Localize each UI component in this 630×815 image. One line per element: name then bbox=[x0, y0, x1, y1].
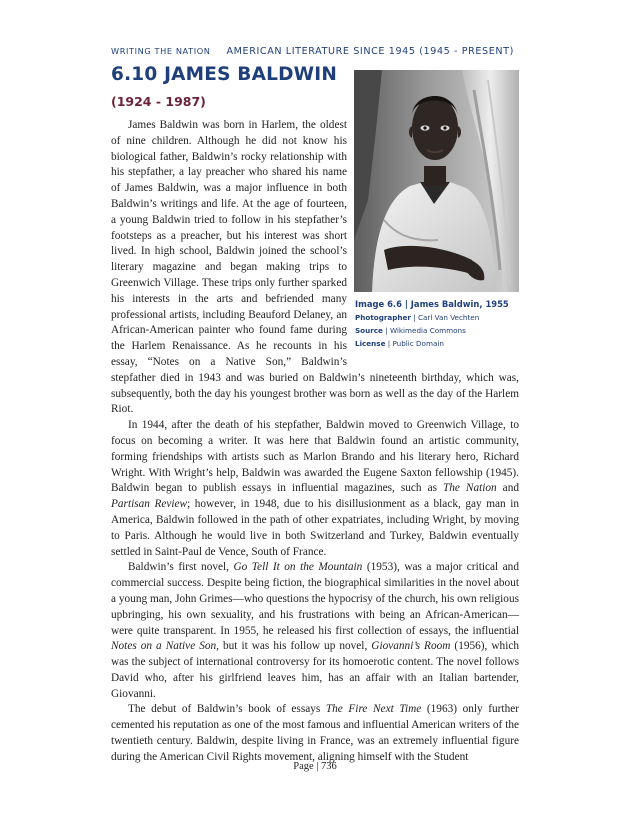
italic-title: The Fire Next Time bbox=[325, 703, 422, 716]
italic-title: Giovanni’s Room bbox=[371, 640, 451, 653]
text-run: (1953), was a major critical and commercial success. Despite being fiction, the biographical similarities in the novel about a young man, John Grimes—who questions the hypocrisy of the church, his own religious upbringing, his own sexuality, and his frustrations with being an African-American—were quite transparent. In 1955, he released his first collection of essays, the influential bbox=[111, 561, 519, 637]
italic-title: Notes on a Native Son, bbox=[111, 640, 219, 653]
text-run: but it was his follow up novel, bbox=[219, 640, 372, 653]
page-label: Page bbox=[293, 761, 314, 772]
author-dates: (1924 - 1987) bbox=[111, 94, 206, 109]
text-run: (1956), which was the subject of international controversy for its homoerotic content. The novel follows David who, after his girlfriend leaves him, has an affair with an Italian bartender, Giovanni. bbox=[111, 640, 519, 700]
text-run: James Baldwin was born in Harlem, the oldest of nine children. Although he did not know his biological father, Baldwin’s rocky relationship with his stepfather, a lay preacher who shared his name of James Baldwin, was a major influence in both Baldwin’s writings and life. At the age of fourteen, a young Baldwin tried to follow in his stepfather’s footsteps as a preacher, but his interest was short lived. In high school, Baldwin joined the school’s literary magazine and began making trips to Greenwich Village. These trips only further sparked his interests in the arts and befriended many professional artists, including Beauford Delaney, an African-American painter who found fame during the Harlem Renaissance. As he recounts in his essay, “Notes on a Native Son,” Baldwin’s stepfather died in 1943 and was buried on Baldwin’s nineteenth birthday, which was, subsequently, both the day his youngest brother was born as well as the day of the Harlem Riot. bbox=[111, 119, 519, 416]
body-paragraph bbox=[111, 560, 519, 702]
running-head-chapter: AMERICAN LITERATURE SINCE 1945 (1945 - PRESENT) bbox=[226, 46, 514, 57]
caption-title: Image 6.6 | James Baldwin, 1955 bbox=[355, 299, 509, 309]
caption-source: Source | Wikimedia Commons bbox=[355, 326, 466, 335]
body-paragraph bbox=[111, 702, 519, 765]
italic-title: The Nation bbox=[442, 482, 497, 495]
body-paragraph bbox=[111, 418, 519, 560]
photographer-link[interactable]: Carl Van Vechten bbox=[417, 313, 480, 322]
text-run: Baldwin’s first novel, bbox=[128, 561, 234, 574]
text-run: In 1944, after the death of his stepfather, Baldwin moved to Greenwich Village, to focus on becoming a writer. It was here that Baldwin found an artistic community, forming friendships with artists such as Marlon Brando and his literary hero, Richard Wright. With Wright’s help, Baldwin was awarded the Eugene Saxton fellowship (1945). Baldwin began to publish essays in influential magazines, such as bbox=[111, 419, 519, 495]
caption-license: License | Public Domain bbox=[355, 339, 444, 348]
source-link[interactable]: Wikimedia Commons bbox=[389, 326, 466, 335]
text-run: (1963) only further cemented his reputation as one of the most famous and influential American writers of the twentieth century. Baldwin, despite living in France, was an extremely influential figure during the American Civil Rights movement, aligning himself with the Student bbox=[111, 703, 519, 763]
text-run: and bbox=[496, 482, 519, 495]
image-wrap-space bbox=[347, 118, 519, 358]
text-run: The debut of Baldwin’s book of essays bbox=[128, 703, 326, 716]
running-head bbox=[111, 39, 519, 58]
license-link[interactable]: Public Domain bbox=[392, 339, 444, 348]
page-number: 736 bbox=[321, 761, 337, 772]
italic-title: Partisan Review bbox=[111, 498, 188, 511]
section-title: 6.10 JAMES BALDWIN bbox=[111, 64, 338, 85]
text-run: ; however, in 1948, due to his disillusionment as a black, gay man in America, Baldwin followed in the path of other expatriates, including Wright, by moving to Paris. Although he would live in both Switzerland and Turkey, Baldwin eventually settled in Saint-Paul de Vence, South of France. bbox=[111, 498, 519, 558]
page-footer: Page | 736 bbox=[293, 761, 337, 772]
running-head-section: WRITING THE NATION bbox=[111, 46, 211, 56]
italic-title: Go Tell It on the Mountain bbox=[233, 561, 363, 574]
caption-photographer: Photographer | Carl Van Vechten bbox=[355, 313, 480, 322]
body-text bbox=[111, 118, 519, 766]
